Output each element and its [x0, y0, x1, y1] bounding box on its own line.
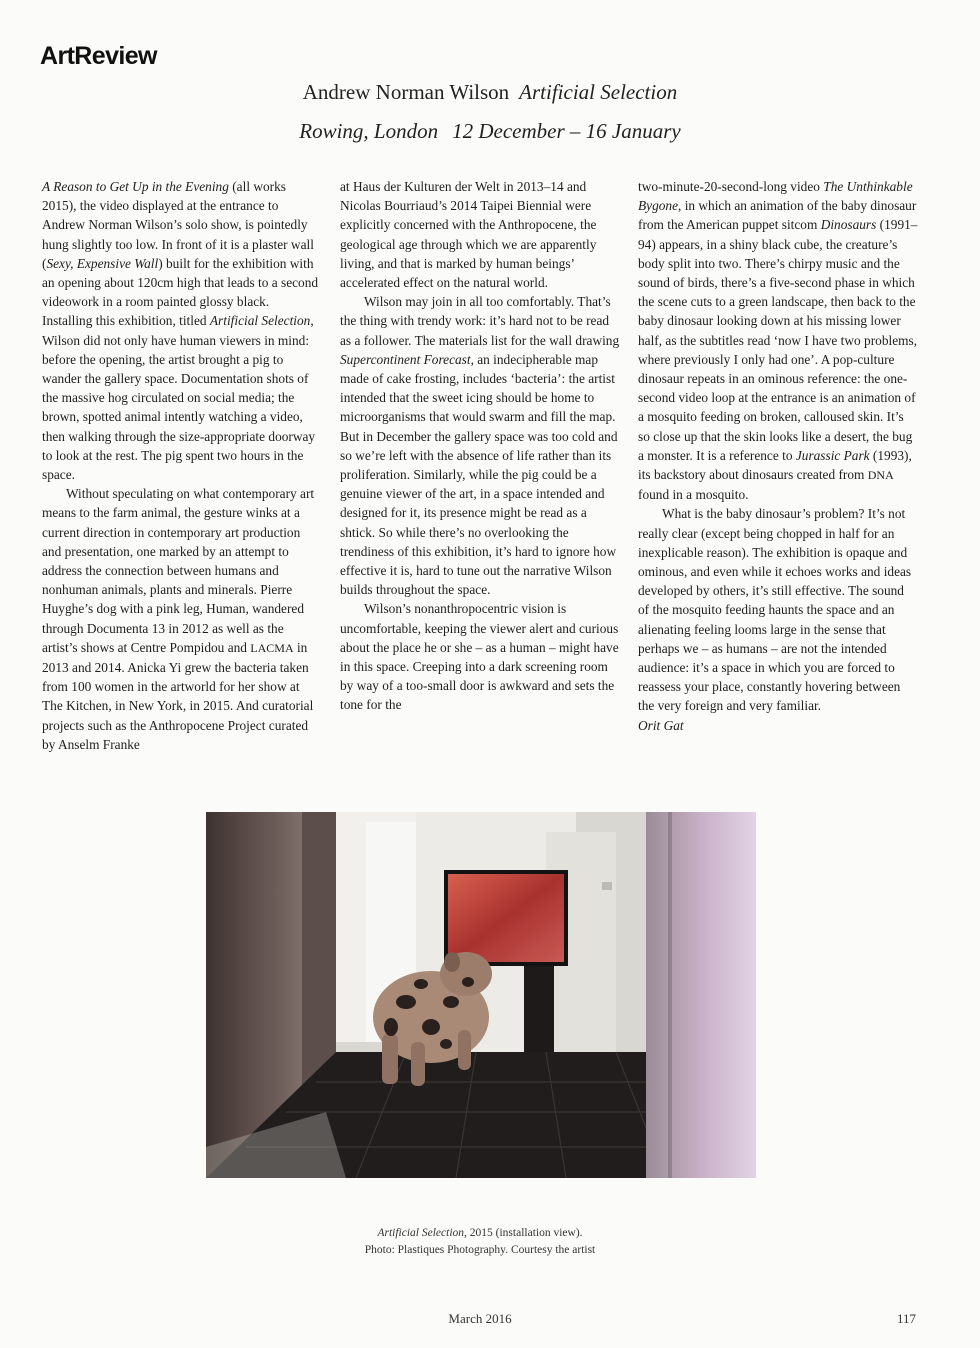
paragraph: Wilson’s nonanthropocentric vision is uncomfortable, keeping the viewer alert and curious about the place he or she – as a human – might have in this space. Creeping into a dark screening room by way of a too-small door is awkward and sets the tone for the [340, 601, 619, 713]
work-title-inline: Jurassic Park [795, 447, 870, 463]
masthead-logo: ArtReview [40, 42, 157, 70]
work-title-inline: A Reason to Get Up in the Evening [42, 179, 229, 194]
page-number: 117 [897, 1311, 917, 1326]
installation-photo [206, 812, 756, 1178]
paragraph: What is the baby dinosaur’s problem? It’s not really clear (except being chopped in half for an inexplicable reason). The exhibition is opaque and ominous, and even while it echoes works and ideas developed by others, it’s still effective. The sound of the mosquito feeding haunts the space and an alienating feeling looms large in the sense that perhaps we – as humans – are not the intended audience: it’s a space in which you are forced to reassess your place, constantly hovering between the very foreign and very familiar. [638, 506, 912, 714]
caption-work-title: Artificial Selection [377, 1227, 465, 1239]
column-2 [340, 177, 620, 715]
paragraph [42, 484, 322, 754]
text-run: Without speculating on what contemporary art means to the farm animal, the gesture winks at a current direction in contemporary art production and presentation, one marked by an attempt to address the connection between humans and nonhuman animals, plants and minerals. Pierre Huyghe’s dog with a pink leg, Human, wandered through Documenta 13 in 2012 as well as the artist’s shows at Centre Pompidou and [42, 486, 315, 655]
work-title-inline: Sexy, Expensive Wall [46, 255, 159, 271]
work-title-inline: The Unthinkable Bygone [638, 179, 913, 214]
column-1 [42, 177, 322, 754]
text-run: two-minute-20-second-long video [638, 179, 824, 194]
caption-line-2: Photo: Plastiques Photography. Courtesy the artist [364, 1244, 596, 1256]
caption-text: , 2015 (installation view). [464, 1227, 583, 1239]
paragraph [340, 292, 620, 599]
caption-line-1 [0, 1225, 960, 1242]
small-caps-run: LACMA [250, 640, 294, 655]
text-run: (all works 2015), the video displayed at the entrance to Andrew Norman Wilson’s solo show, is pointedly hung slightly too low. In front of it is a plaster wall ( [42, 179, 314, 271]
text-run: in 2013 and 2014. Anicka Yi grew the bacteria taken from 100 women in the artworld for her show at The Kitchen, in New York, in 2015. And curatorial projects such as the Anthropocene Project curated by Anselm Franke [42, 639, 314, 752]
text-run: Wilson may join in all too comfortably. That’s the thing with trendy work: it’s hard not to be read as a follower. The materials list for the wall drawing [340, 294, 620, 348]
text-run: (1991–94) appears, in a shiny black cube, the creature’s body split into two. There’s chirpy music and the sound of birds, there’s a five-second phase in which the scene cuts to a green landscape, then back to the baby dinosaur looking down at his missing lower half, as the subtitles read ‘now I have two problems, where previously I only had one’. A pop-culture dinosaur repeats in an ominous reference: the one-second video loop at the entrance is an animation of a mosquito feeding on broken, calloused skin. It’s so close up that the skin looks like a desert, the bug a monster. It is a reference to [638, 217, 918, 463]
paragraph: at Haus der Kulturen der Welt in 2013–14 and Nicolas Bourriaud’s 2014 Taipei Biennial were explicitly concerned with the Anthropocene, the geological age through which we are apparently living, and that is marked by human beings’ accelerated effect on the natural world. [340, 179, 597, 291]
article-header [0, 78, 980, 145]
exhibition-dates: 12 December – 16 January [452, 119, 681, 143]
video-screen [448, 874, 564, 962]
author-byline: Orit Gat [638, 717, 684, 733]
work-title-inline: Dinosaurs [820, 217, 877, 233]
text-run: , in which an animation of the baby dinosaur from the American puppet sitcom [638, 198, 917, 233]
column-3 [638, 177, 918, 735]
work-title-inline: Artificial Selection [209, 313, 311, 329]
work-title-inline: Supercontinent Forecast [340, 351, 471, 367]
artist-name: Andrew Norman Wilson [302, 80, 510, 104]
text-run: (1993), its backstory about dinosaurs created from [638, 447, 912, 483]
venue-and-dates [0, 117, 980, 145]
work-title: Artificial Selection [519, 80, 678, 104]
text-run: ) built for the exhibition with an opening about 120cm high that leads to a second videowork in a room painted glossy black. Installing this exhibition, titled [42, 255, 319, 329]
text-run: , an indecipherable map made of cake frosting, includes ‘bacteria’: the artist intended that the sweet icing should be home to microorganisms that would swarm and fill the map. But in December the gallery space was too cold and so we’re left with the absence of life rather than its proliferation. Similarly, while the pig could be a genuine viewer of the art, in a space intended and designed for it, its presence might be read as a shtick. So while there’s no overlooking the trendiness of this exhibition, it’s hard to ignore how effective it is, hard to tune out the narrative Wilson builds throughout the space. [340, 351, 618, 598]
installation-photo-illustration [206, 812, 756, 1178]
photo-caption [0, 1225, 960, 1259]
artist-and-work [0, 78, 980, 106]
venue: Rowing, London [299, 119, 439, 143]
paragraph [638, 177, 918, 504]
issue-date: March 2016 [448, 1311, 512, 1326]
small-caps-run: DNA [867, 468, 894, 483]
paragraph [42, 177, 322, 484]
text-run: found in a mosquito. [638, 487, 749, 503]
text-run: , Wilson did not only have human viewers in mind: before the opening, the artist brought a pig to wander the gallery space. Documentation shots of the massive hog circulated on social media; the brown, spotted animal intently watching a video, then walking through the size-appropriate doorway to look at the rest. The pig spent two hours in the space. [42, 313, 316, 483]
